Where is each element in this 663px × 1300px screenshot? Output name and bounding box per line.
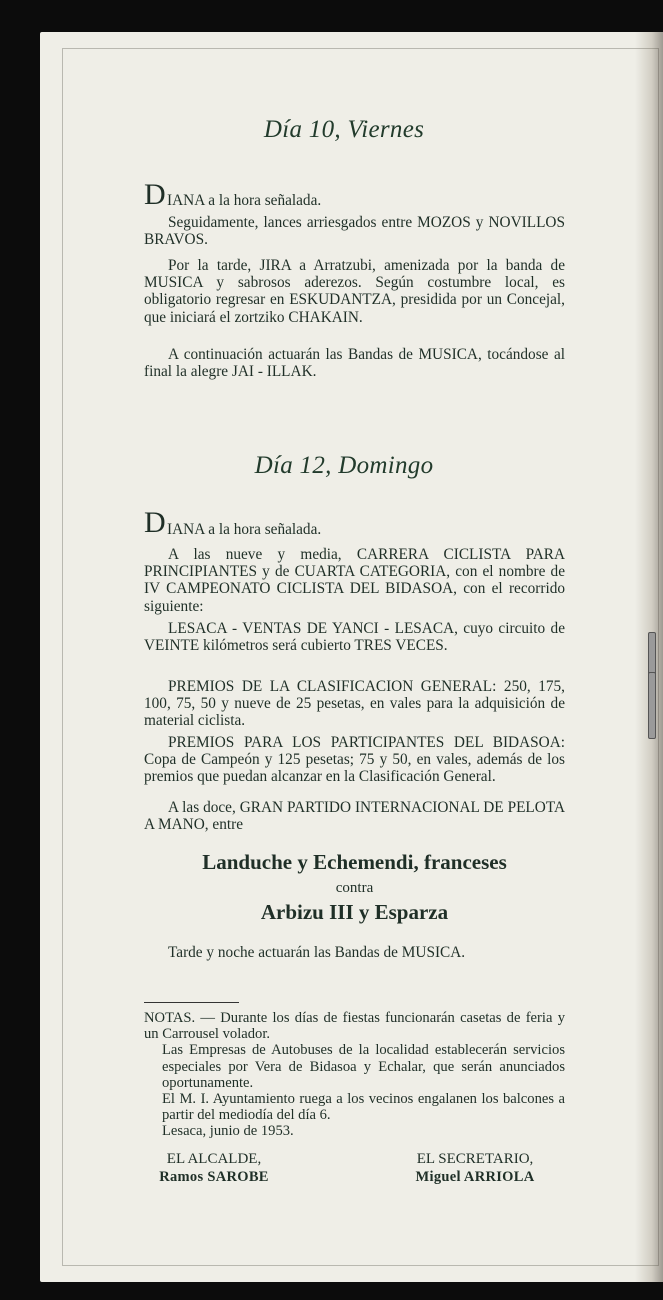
day12-general-prizes: PREMIOS DE LA CLASIFICACION GENERAL: 250, 175, 100, 75, 50 y nueve de 25 pesetas, en vales para la adquisición de material ciclista. bbox=[144, 678, 565, 730]
day12-drop-cap: D bbox=[144, 506, 166, 539]
secretario-title: EL SECRETARIO, bbox=[416, 1151, 534, 1167]
note-balconies: El M. I. Ayuntamiento ruega a los vecinos engalanen los balcones a partir del mediodía del día 6. bbox=[162, 1091, 565, 1124]
note-place-date: Lesaca, junio de 1953. bbox=[162, 1123, 294, 1140]
day12-race-route: LESACA - VENTAS DE YANCI - LESACA, cuyo circuito de VEINTE kilómetros será cubierto TRES VECES. bbox=[144, 620, 565, 655]
note-fair: NOTAS. — Durante los días de fiestas funcionarán casetas de feria y un Carrousel volador. bbox=[144, 1010, 565, 1043]
match-versus: contra bbox=[335, 880, 374, 896]
page-content bbox=[40, 32, 663, 1282]
alcalde-title: EL ALCALDE, bbox=[166, 1151, 262, 1167]
day10-paragraph-1: Seguidamente, lances arriesgados entre MOZOS y NOVILLOS BRAVOS. bbox=[144, 214, 565, 249]
day10-drop-cap: D bbox=[144, 178, 166, 211]
notes-block bbox=[144, 1010, 565, 1140]
program-page bbox=[40, 32, 663, 1282]
day10-paragraph-2: Por la tarde, JIRA a Arratzubi, amenizada por la banda de MUSICA y sabrosos aderezos. Según costumbre local, es obligatorio regresar en ESKUDANTZA, presidida por un Concejal, que iniciará el zortziko CHAKAIN. bbox=[144, 257, 565, 326]
day12-evening-bands: Tarde y noche actuarán las Bandas de MUSICA. bbox=[168, 944, 466, 961]
match-team-1: Landuche y Echemendi, franceses bbox=[202, 850, 507, 874]
day10-heading: Día 10, Viernes bbox=[263, 116, 425, 143]
day10-paragraph-3: A continuación actuarán las Bandas de MUSICA, tocándose al final la alegre JAI - ILLAK. bbox=[144, 346, 565, 381]
day10-diana-line: IANA a la hora señalada. bbox=[167, 192, 322, 209]
day12-bidasoa-prizes: PREMIOS PARA LOS PARTICIPANTES DEL BIDASOA: Copa de Campeón y 125 pesetas; 75 y 50, en vales, además de los premios que puedan alcanzar en la Clasificación General. bbox=[144, 734, 565, 786]
day12-diana-line: IANA a la hora señalada. bbox=[167, 521, 322, 538]
alcalde-name: Ramos SAROBE bbox=[159, 1169, 269, 1185]
day12-heading: Día 12, Domingo bbox=[254, 452, 434, 479]
match-team-2: Arbizu III y Esparza bbox=[260, 900, 449, 924]
signature-secretario bbox=[390, 1150, 560, 1186]
note-buses: Las Empresas de Autobuses de la localidad establecerán servicios especiales por Vera de Bidasoa y Echalar, que serán anunciados oportunamente. bbox=[162, 1042, 565, 1091]
signature-alcalde bbox=[144, 1150, 284, 1186]
notes-divider bbox=[144, 1002, 239, 1003]
secretario-name: Miguel ARRIOLA bbox=[415, 1169, 535, 1185]
day12-pelota-match: A las doce, GRAN PARTIDO INTERNACIONAL DE PELOTA A MANO, entre bbox=[144, 799, 565, 834]
day12-cycling-race: A las nueve y media, CARRERA CICLISTA PARA PRINCIPIANTES y de CUARTA CATEGORIA, con el nombre de IV CAMPEONATO CICLISTA DEL BIDASOA, con el recorrido siguiente: bbox=[144, 546, 565, 615]
